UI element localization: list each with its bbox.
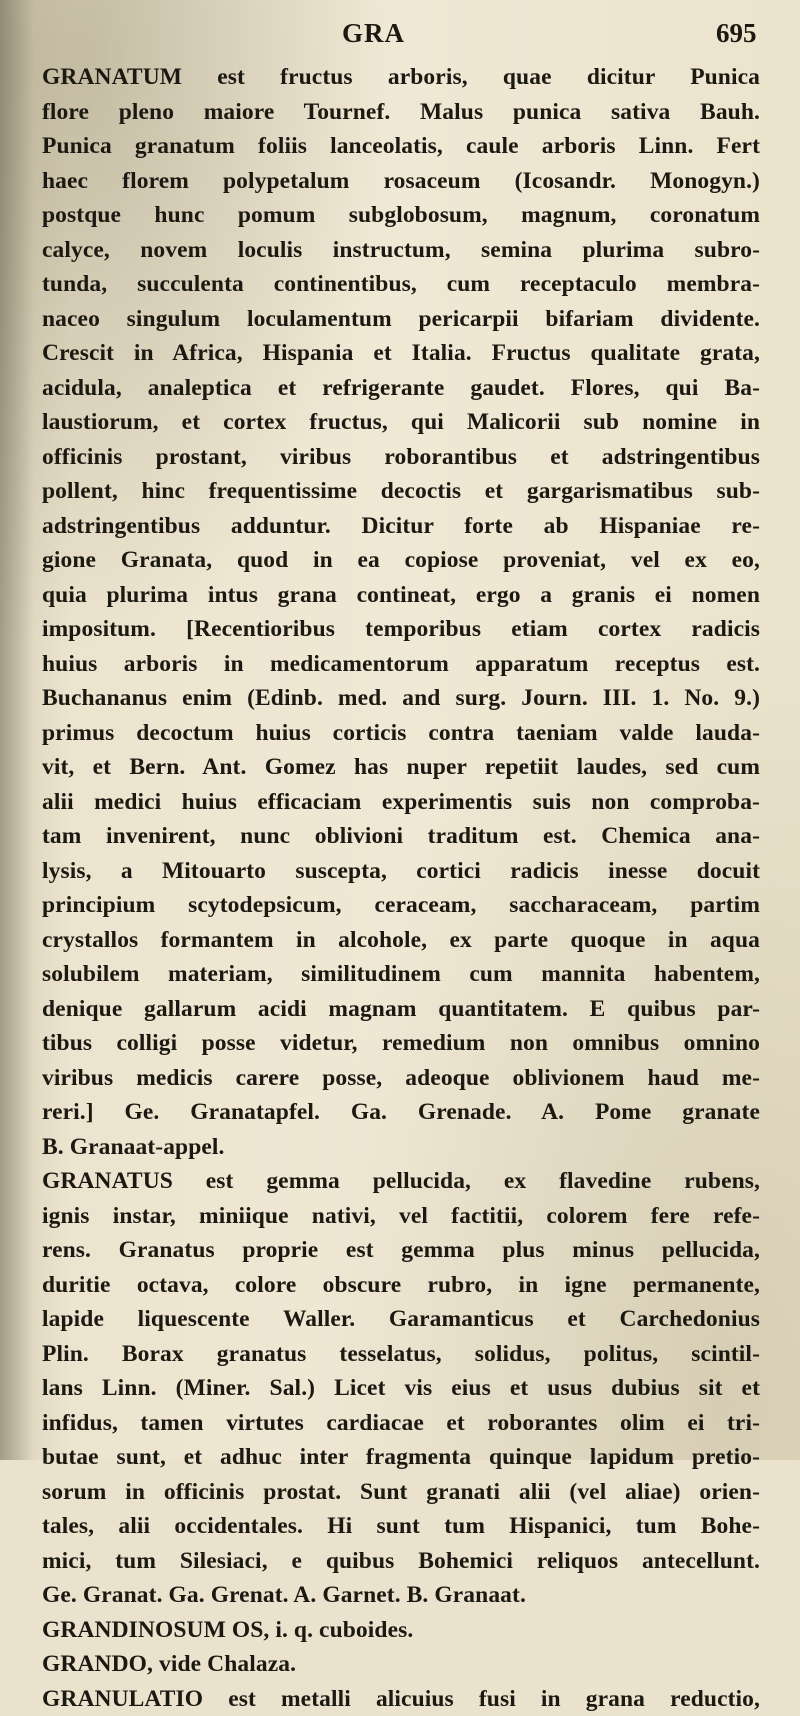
text-line: impositum. [Recentioribus temporibus etiam cortex radicis [42, 612, 760, 647]
text-line: ignis instar, miniique nativi, vel factitii, colorem fere refe- [42, 1199, 760, 1234]
text-line: denique gallarum acidi magnam quantitatem. E quibus par- [42, 992, 760, 1027]
text-line: B. Granaat-appel. [42, 1130, 760, 1165]
text-line: Crescit in Africa, Hispania et Italia. Fructus qualitate grata, [42, 336, 760, 371]
text-line: principium scytodepsicum, ceraceam, saccharaceam, partim [42, 888, 760, 923]
text-line: GRANATUS est gemma pellucida, ex flavedine rubens, [42, 1164, 760, 1199]
text-line: GRANATUM est fructus arboris, quae dicitur Punica [42, 60, 760, 95]
text-line: Buchananus enim (Edinb. med. and surg. Journ. III. 1. No. 9.) [42, 681, 760, 716]
text-line: officinis prostant, viribus roborantibus et adstringentibus [42, 440, 760, 475]
text-line: tunda, succulenta continentibus, cum receptaculo membra- [42, 267, 760, 302]
text-line: laustiorum, et cortex fructus, qui Malicorii sub nomine in [42, 405, 760, 440]
text-line: huius arboris in medicamentorum apparatum receptus est. [42, 647, 760, 682]
text-line: haec florem polypetalum rosaceum (Icosandr. Monogyn.) [42, 164, 760, 199]
running-head-word: GRA [342, 18, 405, 49]
text-line: solubilem materiam, similitudinem cum mannita habentem, [42, 957, 760, 992]
page-number: 695 [716, 18, 757, 49]
text-line: pollent, hinc frequentissime decoctis et gargarismatibus sub- [42, 474, 760, 509]
text-line: lapide liquescente Waller. Garamanticus et Carchedonius [42, 1302, 760, 1337]
text-line: mici, tum Silesiaci, e quibus Bohemici reliquos antecellunt. [42, 1544, 760, 1579]
text-line: butae sunt, et adhuc inter fragmenta quinque lapidum pretio- [42, 1440, 760, 1475]
text-line: GRANULATIO est metalli alicuius fusi in grana reductio, [42, 1682, 760, 1716]
text-line: GRANDO, vide Chalaza. [42, 1647, 760, 1682]
text-line: tibus colligi posse videtur, remedium non omnibus omnino [42, 1026, 760, 1061]
text-line: lans Linn. (Miner. Sal.) Licet vis eius et usus dubius sit et [42, 1371, 760, 1406]
text-line: Ge. Granat. Ga. Grenat. A. Garnet. B. Granaat. [42, 1578, 760, 1613]
text-line: rens. Granatus proprie est gemma plus minus pellucida, [42, 1233, 760, 1268]
text-line: alii medici huius efficaciam experimentis suis non comproba- [42, 785, 760, 820]
text-line: acidula, analeptica et refrigerante gaudet. Flores, qui Ba- [42, 371, 760, 406]
gutter-shadow [0, 0, 34, 1460]
text-line: gione Granata, quod in ea copiose proveniat, vel ex eo, [42, 543, 760, 578]
text-line: calyce, novem loculis instructum, semina plurima subro- [42, 233, 760, 268]
text-line: flore pleno maiore Tournef. Malus punica sativa Bauh. [42, 95, 760, 130]
text-line: lysis, a Mitouarto suscepta, cortici radicis inesse docuit [42, 854, 760, 889]
text-line: tam invenirent, nunc oblivioni traditum est. Chemica ana- [42, 819, 760, 854]
text-line: crystallos formantem in alcohole, ex parte quoque in aqua [42, 923, 760, 958]
text-line: tales, alii occidentales. Hi sunt tum Hispanici, tum Bohe- [42, 1509, 760, 1544]
text-line: GRANDINOSUM OS, i. q. cuboides. [42, 1613, 760, 1648]
text-line: adstringentibus adduntur. Dicitur forte ab Hispaniae re- [42, 509, 760, 544]
text-line: quia plurima intus grana contineat, ergo a granis ei nomen [42, 578, 760, 613]
text-line: reri.] Ge. Granatapfel. Ga. Grenade. A. Pome granate [42, 1095, 760, 1130]
running-head [0, 16, 800, 56]
text-line: duritie octava, colore obscure rubro, in igne permanente, [42, 1268, 760, 1303]
text-line: primus decoctum huius corticis contra taeniam valde lauda- [42, 716, 760, 751]
text-line: infidus, tamen virtutes cardiacae et roborantes olim ei tri- [42, 1406, 760, 1441]
text-line: postque hunc pomum subglobosum, magnum, coronatum [42, 198, 760, 233]
text-line: naceo singulum loculamentum pericarpii bifariam dividente. [42, 302, 760, 337]
text-line: sorum in officinis prostat. Sunt granati alii (vel aliae) orien- [42, 1475, 760, 1510]
text-line: Plin. Borax granatus tesselatus, solidus, politus, scintil- [42, 1337, 760, 1372]
dictionary-text [42, 60, 760, 1716]
text-line: viribus medicis carere posse, adeoque oblivionem haud me- [42, 1061, 760, 1096]
text-line: Punica granatum foliis lanceolatis, caule arboris Linn. Fert [42, 129, 760, 164]
text-line: vit, et Bern. Ant. Gomez has nuper repetiit laudes, sed cum [42, 750, 760, 785]
